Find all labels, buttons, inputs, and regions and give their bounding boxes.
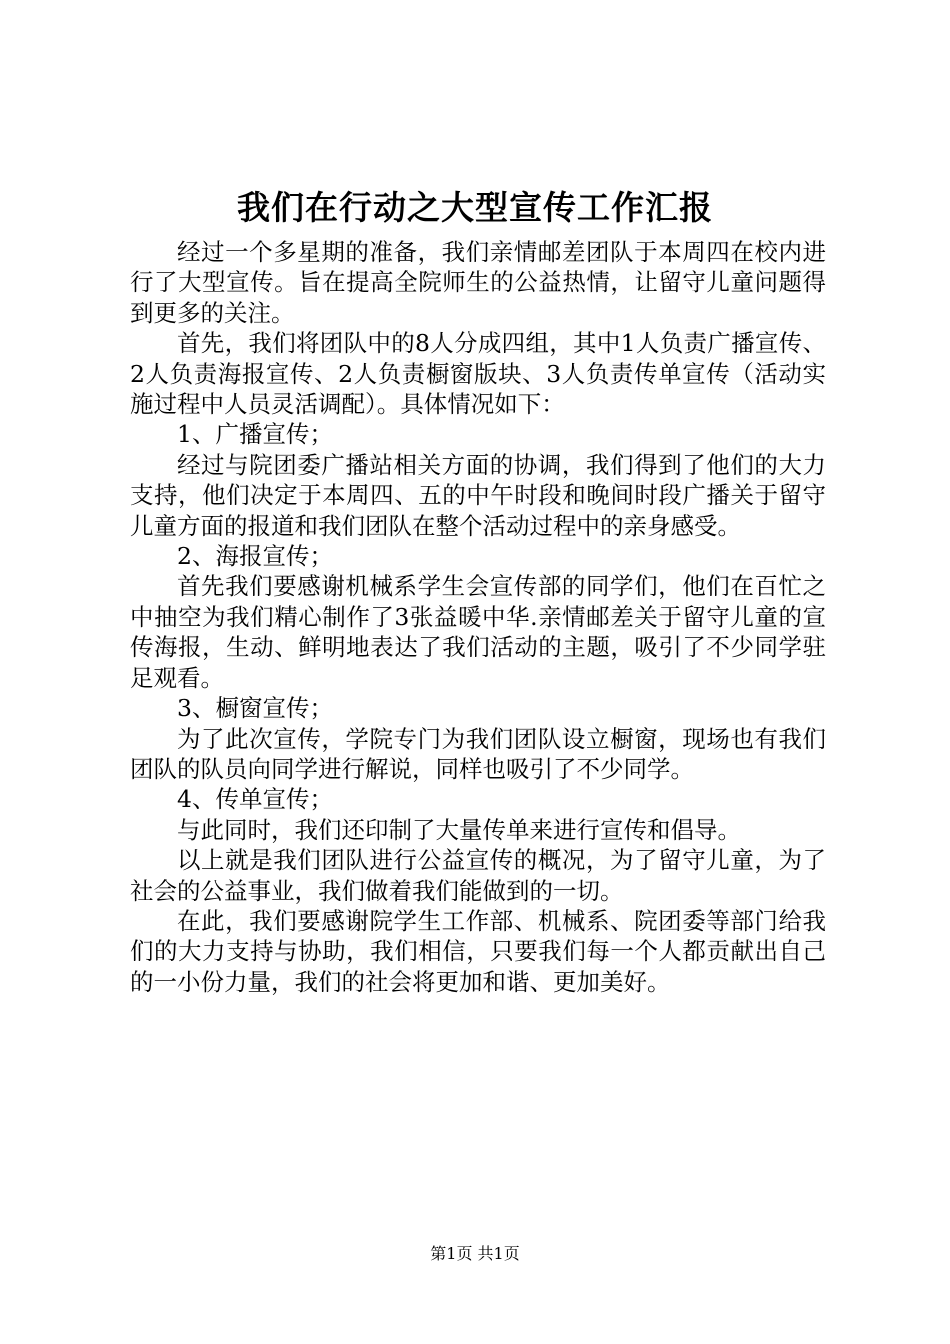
document-body bbox=[130, 237, 826, 997]
section-heading: 3、橱窗宣传； bbox=[177, 694, 333, 723]
document-title: 我们在行动之大型宣传工作汇报 bbox=[237, 188, 713, 227]
paragraph: 以上就是我们团队进行公益宣传的概况，为了留守儿童，为了社会的公益事业，我们做着我们能做到的一切。 bbox=[130, 846, 826, 905]
paragraph: 首先，我们将团队中的8人分成四组，其中1人负责广播宣传、2人负责海报宣传、2人负责橱窗版块、3人负责传单宣传（活动实施过程中人员灵活调配）。具体情况如下： bbox=[130, 329, 826, 419]
section-heading: 4、传单宣传； bbox=[177, 785, 333, 814]
paragraph: 为了此次宣传，学院专门为我们团队设立橱窗，现场也有我们团队的队员向同学进行解说，同样也吸引了不少同学。 bbox=[130, 724, 826, 783]
page-footer: 第1页 共1页 bbox=[430, 1244, 520, 1263]
paragraph: 经过一个多星期的准备，我们亲情邮差团队于本周四在校内进行了大型宣传。旨在提高全院师生的公益热情，让留守儿童问题得到更多的关注。 bbox=[130, 238, 826, 327]
paragraph: 首先我们要感谢机械系学生会宣传部的同学们，他们在百忙之中抽空为我们精心制作了3张益暖中华.亲情邮差关于留守儿童的宣传海报，生动、鲜明地表达了我们活动的主题，吸引了不少同学驻足观看。 bbox=[130, 572, 826, 692]
paragraph: 经过与院团委广播站相关方面的协调，我们得到了他们的大力支持，他们决定于本周四、五的中午时段和晚间时段广播关于留守儿童方面的报道和我们团队在整个活动过程中的亲身感受。 bbox=[130, 450, 826, 540]
paragraph: 与此同时，我们还印制了大量传单来进行宣传和倡导。 bbox=[177, 815, 741, 844]
section-heading: 2、海报宣传； bbox=[177, 542, 333, 571]
section-heading: 1、广播宣传； bbox=[177, 420, 333, 449]
paragraph: 在此，我们要感谢院学生工作部、机械系、院团委等部门给我们的大力支持与协助，我们相信，只要我们每一个人都贡献出自己的一小份力量，我们的社会将更加和谐、更加美好。 bbox=[130, 906, 826, 996]
